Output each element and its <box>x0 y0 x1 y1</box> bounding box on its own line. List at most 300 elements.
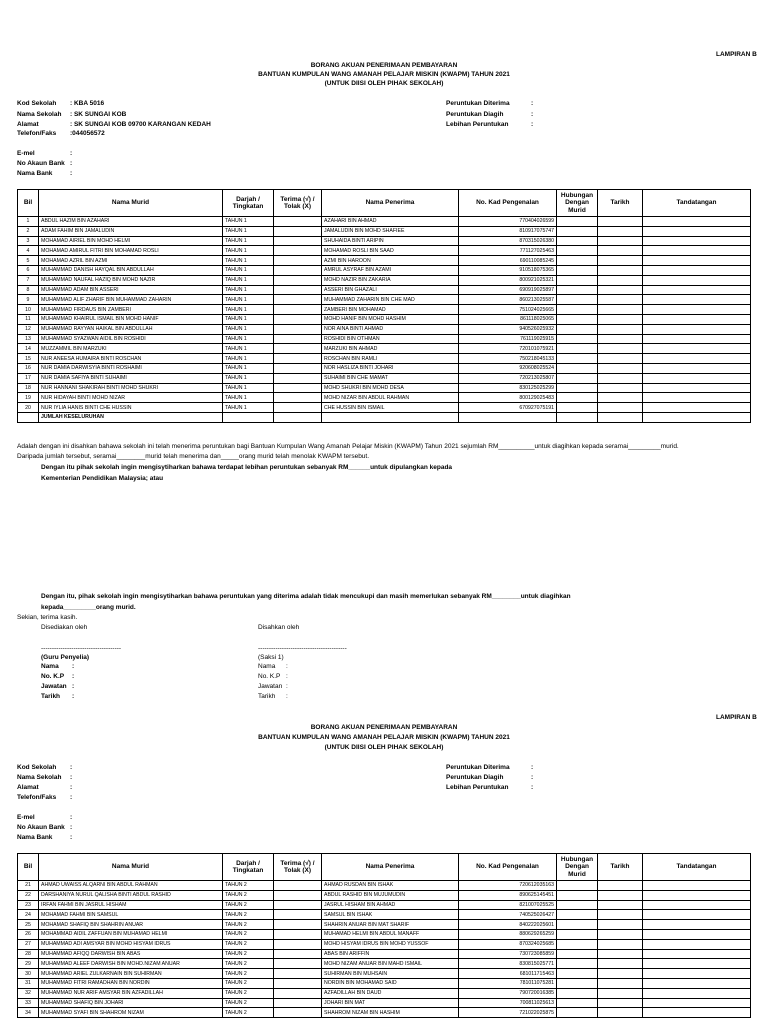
cell-tandatangan <box>643 226 751 236</box>
cell-hubungan <box>557 305 598 315</box>
cell-tandatangan <box>643 998 751 1008</box>
cell-tarikh <box>598 890 643 900</box>
cell-bil: 9 <box>18 295 39 305</box>
cell-nama-penerima: ASSERI BIN GHAZALI <box>322 285 459 295</box>
table-row <box>18 285 751 295</box>
col-nama-murid: Nama Murid <box>39 190 223 217</box>
cell-nama-murid: MUHAMMAD FITRI RAMADHAN BIN NORDIN <box>39 978 223 988</box>
cell-hubungan <box>557 324 598 334</box>
form-subtitle-2: BANTUAN KUMPULAN WANG AMANAH PELAJAR MISKIN (KWAPM) TAHUN 2021 <box>258 734 510 741</box>
cell-nama-penerima: SUHIRMAN BIN MUHSAIN <box>322 969 459 979</box>
cell-darjah: TAHUN 2 <box>223 949 274 959</box>
cell-terima-tolak <box>274 910 322 920</box>
cell-terima-tolak <box>274 383 322 393</box>
table-row <box>18 393 751 403</box>
saksi-jawatan-label: Jawatan <box>258 683 283 690</box>
cell-tandatangan <box>643 236 751 246</box>
cell-no-kad: 790720016385 <box>459 988 557 998</box>
cell-no-kad: 920608025524 <box>459 363 557 373</box>
penyelia-kp-label: No. K.P <box>41 673 65 680</box>
table-row <box>18 373 751 383</box>
cell-terima-tolak <box>274 344 322 354</box>
label-lebihan-peruntukan-2: Lebihan Peruntukan <box>446 784 509 791</box>
table-row <box>18 920 751 930</box>
cell-terima-tolak <box>274 403 322 413</box>
penyelia-nama-label: Nama <box>41 663 59 670</box>
cell-terima-tolak <box>274 881 322 891</box>
cell-nama-penerima: NORDIN BIN MOHAMAD SAID <box>322 978 459 988</box>
cell-nama-murid: NUR HANNANI SHAKIRAH BINTI MOHD SHUKRI <box>39 383 223 393</box>
total-cell <box>459 412 557 422</box>
cell-hubungan <box>557 890 598 900</box>
col-no-kad: No. Kad Pengenalan <box>459 190 557 217</box>
value-email-2: : <box>70 814 73 821</box>
cell-nama-murid: ABDUL HAZIM BIN AZAHARI <box>39 217 223 227</box>
cell-nama-murid: MUZZAMMIL BIN MARZUKI <box>39 344 223 354</box>
signature-line-penyelia: ------------------------------------- <box>41 645 122 652</box>
cell-darjah: TAHUN 2 <box>223 988 274 998</box>
declaration-option-1-cont: Kementerian Pendidikan Malaysia; atau <box>41 475 164 482</box>
cell-bil: 29 <box>18 959 39 969</box>
cell-nama-murid: MOHAMAD AIRIEL BIN MOHD HELMI <box>39 236 223 246</box>
cell-darjah: TAHUN 1 <box>223 217 274 227</box>
label-email-2: E-mel <box>17 814 35 821</box>
label-telefon-2: Telefon/Faks <box>17 794 57 801</box>
cell-darjah: TAHUN 1 <box>223 373 274 383</box>
cell-terima-tolak <box>274 314 322 324</box>
cell-darjah: TAHUN 2 <box>223 998 274 1008</box>
label-nama-sekolah-2: Nama Sekolah <box>17 774 62 781</box>
total-cell <box>598 412 643 422</box>
table-row <box>18 305 751 315</box>
cell-nama-murid: MOHAMMAD AIDIL ZAFFUAN BIN MUHAMAD HELMI <box>39 929 223 939</box>
form-subtitle: BANTUAN KUMPULAN WANG AMANAH PELAJAR MISKIN (KWAPM) TAHUN 2021 <box>258 71 510 78</box>
cell-hubungan <box>557 988 598 998</box>
table-row <box>18 969 751 979</box>
saksi-jawatan-colon: : <box>286 683 288 690</box>
cell-tandatangan <box>643 265 751 275</box>
saksi-label: (Saksi 1) <box>258 654 284 661</box>
cell-nama-penerima: MOHD NIZAR BIN ABDUL RAHMAN <box>322 393 459 403</box>
colon-peruntukan-diterima-2: : <box>531 764 534 771</box>
cell-no-kad: 781011075281 <box>459 978 557 988</box>
cell-hubungan <box>557 256 598 266</box>
cell-nama-murid: AHMAD UWAISS ALQARNI BIN ABDUL RAHMAN <box>39 881 223 891</box>
cell-no-kad: 800129025483 <box>459 393 557 403</box>
cell-darjah: TAHUN 1 <box>223 363 274 373</box>
cell-no-kad: 690919025897 <box>459 285 557 295</box>
cell-hubungan <box>557 265 598 275</box>
table-row <box>18 881 751 891</box>
cell-tarikh <box>598 998 643 1008</box>
cell-terima-tolak <box>274 265 322 275</box>
label-nama-bank: Nama Bank <box>17 170 53 177</box>
cell-tarikh <box>598 363 643 373</box>
cell-terima-tolak <box>274 998 322 1008</box>
cell-nama-penerima: SHAHROM NIZAM BIN HASHIM <box>322 1008 459 1018</box>
cell-no-kad: 740525026427 <box>459 910 557 920</box>
table-row <box>18 275 751 285</box>
cell-bil: 26 <box>18 929 39 939</box>
cell-tandatangan <box>643 373 751 383</box>
cell-bil: 24 <box>18 910 39 920</box>
saksi-nama-colon: : <box>286 663 288 670</box>
label-kod-sekolah: Kod Sekolah <box>17 100 57 107</box>
cell-bil: 22 <box>18 890 39 900</box>
cell-darjah: TAHUN 2 <box>223 881 274 891</box>
label-akaun-bank-2: No Akaun Bank <box>17 824 65 831</box>
label-kod-sekolah-2: Kod Sekolah <box>17 764 57 771</box>
penyelia-tarikh-colon: : <box>72 693 75 700</box>
total-cell <box>223 412 274 422</box>
value-akaun-bank: : <box>70 160 73 167</box>
cell-hubungan <box>557 275 598 285</box>
cell-tarikh <box>598 920 643 930</box>
table-row <box>18 988 751 998</box>
label-alamat: Alamat <box>17 121 39 128</box>
cell-nama-penerima: ABDUL RASHID BIN MUJUMUDIN <box>322 890 459 900</box>
total-cell <box>643 412 751 422</box>
table-row <box>18 324 751 334</box>
cell-nama-penerima: SUHAIMI BIN CHE MAMAT <box>322 373 459 383</box>
cell-darjah: TAHUN 1 <box>223 246 274 256</box>
cell-nama-murid: MUHAMMAD ADI AMSYAR BIN MOHD HISYAM IDRUS <box>39 939 223 949</box>
cell-nama-penerima: ROSHIDI BIN OTHMAN <box>322 334 459 344</box>
col-terima-tolak: Terima (√) / Tolak (X) <box>274 854 322 881</box>
cell-nama-penerima: MOHD HANIF BIN MOHD HASHIM <box>322 314 459 324</box>
cell-no-kad: 880629265259 <box>459 929 557 939</box>
form-note: (UNTUK DIISI OLEH PIHAK SEKOLAH) <box>324 80 444 87</box>
cell-tandatangan <box>643 1008 751 1018</box>
label-peruntukan-diagih-2: Peruntukan Diagih <box>446 774 504 781</box>
col-darjah: Darjah / Tingkatan <box>223 854 274 881</box>
cell-tarikh <box>598 949 643 959</box>
cell-tandatangan <box>643 314 751 324</box>
form-note-2: (UNTUK DIISI OLEH PIHAK SEKOLAH) <box>324 744 444 751</box>
cell-bil: 32 <box>18 988 39 998</box>
table-row <box>18 295 751 305</box>
cell-bil: 4 <box>18 246 39 256</box>
col-tandatangan: Tandatangan <box>643 854 751 881</box>
cell-no-kad: 730723085859 <box>459 949 557 959</box>
cell-no-kad: 720213025807 <box>459 373 557 383</box>
cell-bil: 10 <box>18 305 39 315</box>
value-email: : <box>70 150 73 157</box>
value-nama-sekolah: : SK SUNGAI KOB <box>70 111 127 118</box>
cell-nama-murid: NUR IYLIA HANIS BINTI CHE HUSSIN <box>39 403 223 413</box>
label-email: E-mel <box>17 150 35 157</box>
table-row <box>18 314 751 324</box>
table-row <box>18 998 751 1008</box>
form-title-2: BORANG AKUAN PENERIMAAN PEMBAYARAN <box>310 724 458 731</box>
label-peruntukan-diterima: Peruntukan Diterima <box>446 100 510 107</box>
cell-terima-tolak <box>274 393 322 403</box>
cell-nama-penerima: AZFADILLAH BIN DAUD <box>322 988 459 998</box>
cell-bil: 5 <box>18 256 39 266</box>
cell-darjah: TAHUN 2 <box>223 959 274 969</box>
cell-nama-penerima: AHMAD RUSDAN BIN ISHAK <box>322 881 459 891</box>
cell-tandatangan <box>643 383 751 393</box>
table-header-row <box>18 190 751 217</box>
cell-terima-tolak <box>274 1008 322 1018</box>
cell-nama-penerima: MOHD HISYAM IDRUS BIN MOHD YUSSOF <box>322 939 459 949</box>
cell-nama-penerima: MOHAMAD ROSLI BIN SAAD <box>322 246 459 256</box>
cell-tandatangan <box>643 881 751 891</box>
table-row <box>18 344 751 354</box>
cell-no-kad: 840222025601 <box>459 920 557 930</box>
cell-nama-murid: MUHAMMAD ADAM BIN ASSERI <box>39 285 223 295</box>
col-darjah: Darjah / Tingkatan <box>223 190 274 217</box>
saksi-kp-colon: : <box>286 673 288 680</box>
table-row <box>18 1008 751 1018</box>
cell-nama-penerima: CHE HUSSIN BIN ISMAIL <box>322 403 459 413</box>
cell-tandatangan <box>643 929 751 939</box>
cell-tandatangan <box>643 393 751 403</box>
cell-nama-penerima: MARZUKI BIN AHMAD <box>322 344 459 354</box>
cell-tarikh <box>598 900 643 910</box>
table-row <box>18 363 751 373</box>
cell-tarikh <box>598 988 643 998</box>
cell-terima-tolak <box>274 295 322 305</box>
cell-nama-penerima: JASRUL HISHAM BIN AHMAD <box>322 900 459 910</box>
cell-darjah: TAHUN 2 <box>223 978 274 988</box>
cell-tarikh <box>598 305 643 315</box>
colon-peruntukan-diagih: : <box>531 111 534 118</box>
cell-tandatangan <box>643 978 751 988</box>
cell-nama-murid: IRFAN FAHMI BIN JASRUL HISHAM <box>39 900 223 910</box>
cell-tandatangan <box>643 344 751 354</box>
col-tandatangan: Tandatangan <box>643 190 751 217</box>
cell-no-kad: 770404026599 <box>459 217 557 227</box>
col-bil: Bil <box>18 854 39 881</box>
cell-nama-penerima: MOHD SHUKRI BIN MOHD DESA <box>322 383 459 393</box>
cell-tarikh <box>598 256 643 266</box>
cell-nama-murid: NUR DAMIA SAFIYA BINTI SUHAIMI <box>39 373 223 383</box>
cell-tarikh <box>598 275 643 285</box>
cell-tarikh <box>598 403 643 413</box>
table-row <box>18 256 751 266</box>
col-nama-penerima: Nama Penerima <box>322 190 459 217</box>
closing-text: Sekian, terima kasih. <box>17 614 78 621</box>
penyelia-jawatan-colon: : <box>72 683 75 690</box>
value-kod-sekolah-2: : <box>70 764 73 771</box>
col-tarikh: Tarikh <box>598 190 643 217</box>
cell-nama-murid: MUHAMMAD AFIQQ DARWISH BIN ABAS <box>39 949 223 959</box>
cell-terima-tolak <box>274 978 322 988</box>
cell-bil: 14 <box>18 344 39 354</box>
cell-tarikh <box>598 939 643 949</box>
cell-darjah: TAHUN 1 <box>223 403 274 413</box>
cell-nama-penerima: NOR HASLIZA BINTI JOHARI <box>322 363 459 373</box>
cell-nama-penerima: SHAHRIN ANUAR BIN MAT SHARIF <box>322 920 459 930</box>
cell-no-kad: 681011715463 <box>459 969 557 979</box>
value-nama-bank-2: : <box>70 834 73 841</box>
recipients-table-2 <box>17 853 751 1018</box>
cell-bil: 16 <box>18 363 39 373</box>
cell-bil: 1 <box>18 217 39 227</box>
cell-tandatangan <box>643 305 751 315</box>
cell-no-kad: 670927075191 <box>459 403 557 413</box>
cell-bil: 12 <box>18 324 39 334</box>
cell-nama-murid: MUHAMMAD SYAZWAN AIDIL BIN ROSHIDI <box>39 334 223 344</box>
cell-terima-tolak <box>274 988 322 998</box>
cell-nama-murid: MUHAMMAD ALIF ZHARIF BIN MUHAMMAD ZAHARIN <box>39 295 223 305</box>
cell-terima-tolak <box>274 334 322 344</box>
table-row <box>18 334 751 344</box>
cell-hubungan <box>557 226 598 236</box>
colon-lebihan-peruntukan: : <box>531 121 534 128</box>
form-title: BORANG AKUAN PENERIMAAN PEMBAYARAN <box>310 62 458 69</box>
table-row <box>18 403 751 413</box>
cell-hubungan <box>557 334 598 344</box>
cell-nama-murid: MOHAMAD AZRIL BIN AZMI <box>39 256 223 266</box>
cell-bil: 23 <box>18 900 39 910</box>
cell-terima-tolak <box>274 373 322 383</box>
cell-darjah: TAHUN 1 <box>223 383 274 393</box>
cell-darjah: TAHUN 2 <box>223 920 274 930</box>
cell-darjah: TAHUN 1 <box>223 314 274 324</box>
col-tarikh: Tarikh <box>598 854 643 881</box>
cell-nama-penerima: ZAMBERI BIN MOHAMAD <box>322 305 459 315</box>
cell-hubungan <box>557 314 598 324</box>
cell-nama-penerima: MOHD NIZAM ANUAR BIN MAHD ISMAIL <box>322 959 459 969</box>
label-telefon: Telefon/Faks <box>17 130 57 137</box>
value-telefon: :044056572 <box>70 130 105 137</box>
cell-nama-penerima: AZMI BIN HAROON <box>322 256 459 266</box>
cell-no-kad: 751024025665 <box>459 305 557 315</box>
lampiran-label: LAMPIRAN B <box>716 51 757 58</box>
cell-bil: 30 <box>18 969 39 979</box>
cell-terima-tolak <box>274 236 322 246</box>
cell-hubungan <box>557 881 598 891</box>
table-row <box>18 383 751 393</box>
cell-hubungan <box>557 403 598 413</box>
cell-no-kad: 720101075921 <box>459 344 557 354</box>
cell-no-kad: 771127025463 <box>459 246 557 256</box>
cell-no-kad: 810917075747 <box>459 226 557 236</box>
cell-no-kad: 821007025525 <box>459 900 557 910</box>
cell-terima-tolak <box>274 929 322 939</box>
cell-no-kad: 910518075365 <box>459 265 557 275</box>
cell-tandatangan <box>643 969 751 979</box>
cell-terima-tolak <box>274 959 322 969</box>
cell-terima-tolak <box>274 285 322 295</box>
cell-nama-penerima: SHUHAIDA BINTI ARIPIN <box>322 236 459 246</box>
cell-no-kad: 830125025299 <box>459 383 557 393</box>
saksi-tarikh-label: Tarikh <box>258 693 276 700</box>
colon-lebihan-peruntukan-2: : <box>531 784 534 791</box>
total-label: JUMLAH KESELURUHAN <box>39 412 223 422</box>
cell-terima-tolak <box>274 363 322 373</box>
cell-hubungan <box>557 363 598 373</box>
cell-nama-penerima: MUHAMAD HELMI BIN ABDUL MANAFF <box>322 929 459 939</box>
cell-hubungan <box>557 998 598 1008</box>
cell-bil: 7 <box>18 275 39 285</box>
saksi-nama-label: Nama <box>258 663 276 670</box>
cell-bil: 31 <box>18 978 39 988</box>
cell-tarikh <box>598 383 643 393</box>
table-row <box>18 354 751 364</box>
cell-terima-tolak <box>274 890 322 900</box>
cell-tarikh <box>598 265 643 275</box>
cell-darjah: TAHUN 2 <box>223 1008 274 1018</box>
cell-nama-murid: MOHAMAD AMIRUL FITRI BIN MOHAMAD ROSLI <box>39 246 223 256</box>
cell-no-kad: 690110085245 <box>459 256 557 266</box>
cell-hubungan <box>557 246 598 256</box>
cell-nama-penerima: JAMALUDIN BIN MOHD SHAFIEE <box>322 226 459 236</box>
cell-no-kad: 761119025915 <box>459 334 557 344</box>
col-no-kad: No. Kad Pengenalan <box>459 854 557 881</box>
cell-hubungan <box>557 939 598 949</box>
cell-hubungan <box>557 393 598 403</box>
cell-hubungan <box>557 344 598 354</box>
cell-tarikh <box>598 881 643 891</box>
cell-tandatangan <box>643 959 751 969</box>
cell-bil: 2 <box>18 226 39 236</box>
penyelia-nama-colon: : <box>72 663 75 670</box>
cell-terima-tolak <box>274 939 322 949</box>
declaration-option-2: Dengan itu, pihak sekolah ingin mengisytiharkan bahawa peruntukan yang diterima adalah tidak mencukupi dan masih memerlukan sebanyak RM________untuk diagihkan <box>41 593 571 600</box>
cell-tarikh <box>598 314 643 324</box>
cell-darjah: TAHUN 1 <box>223 324 274 334</box>
cell-no-kad: 800921025321 <box>459 275 557 285</box>
cell-bil: 11 <box>18 314 39 324</box>
cell-hubungan <box>557 959 598 969</box>
value-kod-sekolah: : KBA 5016 <box>70 100 105 107</box>
recipients-table-1 <box>17 189 751 423</box>
cell-nama-penerima: NOR AINA BINTI AHMAD <box>322 324 459 334</box>
col-terima-tolak: Terima (√) / Tolak (X) <box>274 190 322 217</box>
table-row <box>18 929 751 939</box>
cell-hubungan <box>557 354 598 364</box>
cell-nama-penerima: ABAS BIN ARIFFIN <box>322 949 459 959</box>
cell-tandatangan <box>643 246 751 256</box>
cell-hubungan <box>557 929 598 939</box>
value-alamat: : SK SUNGAI KOB 09700 KARANGAN KEDAH <box>70 121 211 128</box>
cell-nama-murid: ADAM FAHIM BIN JAMALUDIN <box>39 226 223 236</box>
total-cell <box>322 412 459 422</box>
cell-hubungan <box>557 920 598 930</box>
declaration-paragraph-1: Adalah dengan ini disahkan bahawa sekolah ini telah menerima peruntukan bagi Bantuan Kumpulan Wang Amanah Pelajar Miskin (KWAPM) Tahun 2021 sejumlah RM__________untuk diagihkan kepada seramai_________murid. <box>17 443 679 450</box>
cell-tandatangan <box>643 920 751 930</box>
cell-tarikh <box>598 393 643 403</box>
total-row <box>18 412 751 422</box>
cell-hubungan <box>557 295 598 305</box>
penyelia-kp-colon: : <box>72 673 75 680</box>
label-akaun-bank: No Akaun Bank <box>17 160 65 167</box>
cell-tandatangan <box>643 285 751 295</box>
label-nama-bank-2: Nama Bank <box>17 834 53 841</box>
cell-tarikh <box>598 324 643 334</box>
cell-nama-penerima: AZAHARI BIN AHMAD <box>322 217 459 227</box>
cell-tarikh <box>598 1008 643 1018</box>
cell-no-kad: 750218045133 <box>459 354 557 364</box>
disediakan-label: Disediakan oleh <box>41 624 88 631</box>
cell-tandatangan <box>643 295 751 305</box>
table-header-row <box>18 854 751 881</box>
cell-hubungan <box>557 910 598 920</box>
penyelia-label: (Guru Penyelia) <box>41 654 90 661</box>
cell-nama-murid: MUHAMMAD NUR ARIF AMSYAR BIN AZFADILLAH <box>39 988 223 998</box>
cell-nama-penerima: MOHD NAZIR BIN ZAKARIA <box>322 275 459 285</box>
table-row <box>18 910 751 920</box>
cell-tandatangan <box>643 275 751 285</box>
label-nama-sekolah: Nama Sekolah <box>17 111 62 118</box>
cell-darjah: TAHUN 1 <box>223 344 274 354</box>
cell-darjah: TAHUN 2 <box>223 900 274 910</box>
cell-darjah: TAHUN 1 <box>223 393 274 403</box>
cell-tandatangan <box>643 900 751 910</box>
